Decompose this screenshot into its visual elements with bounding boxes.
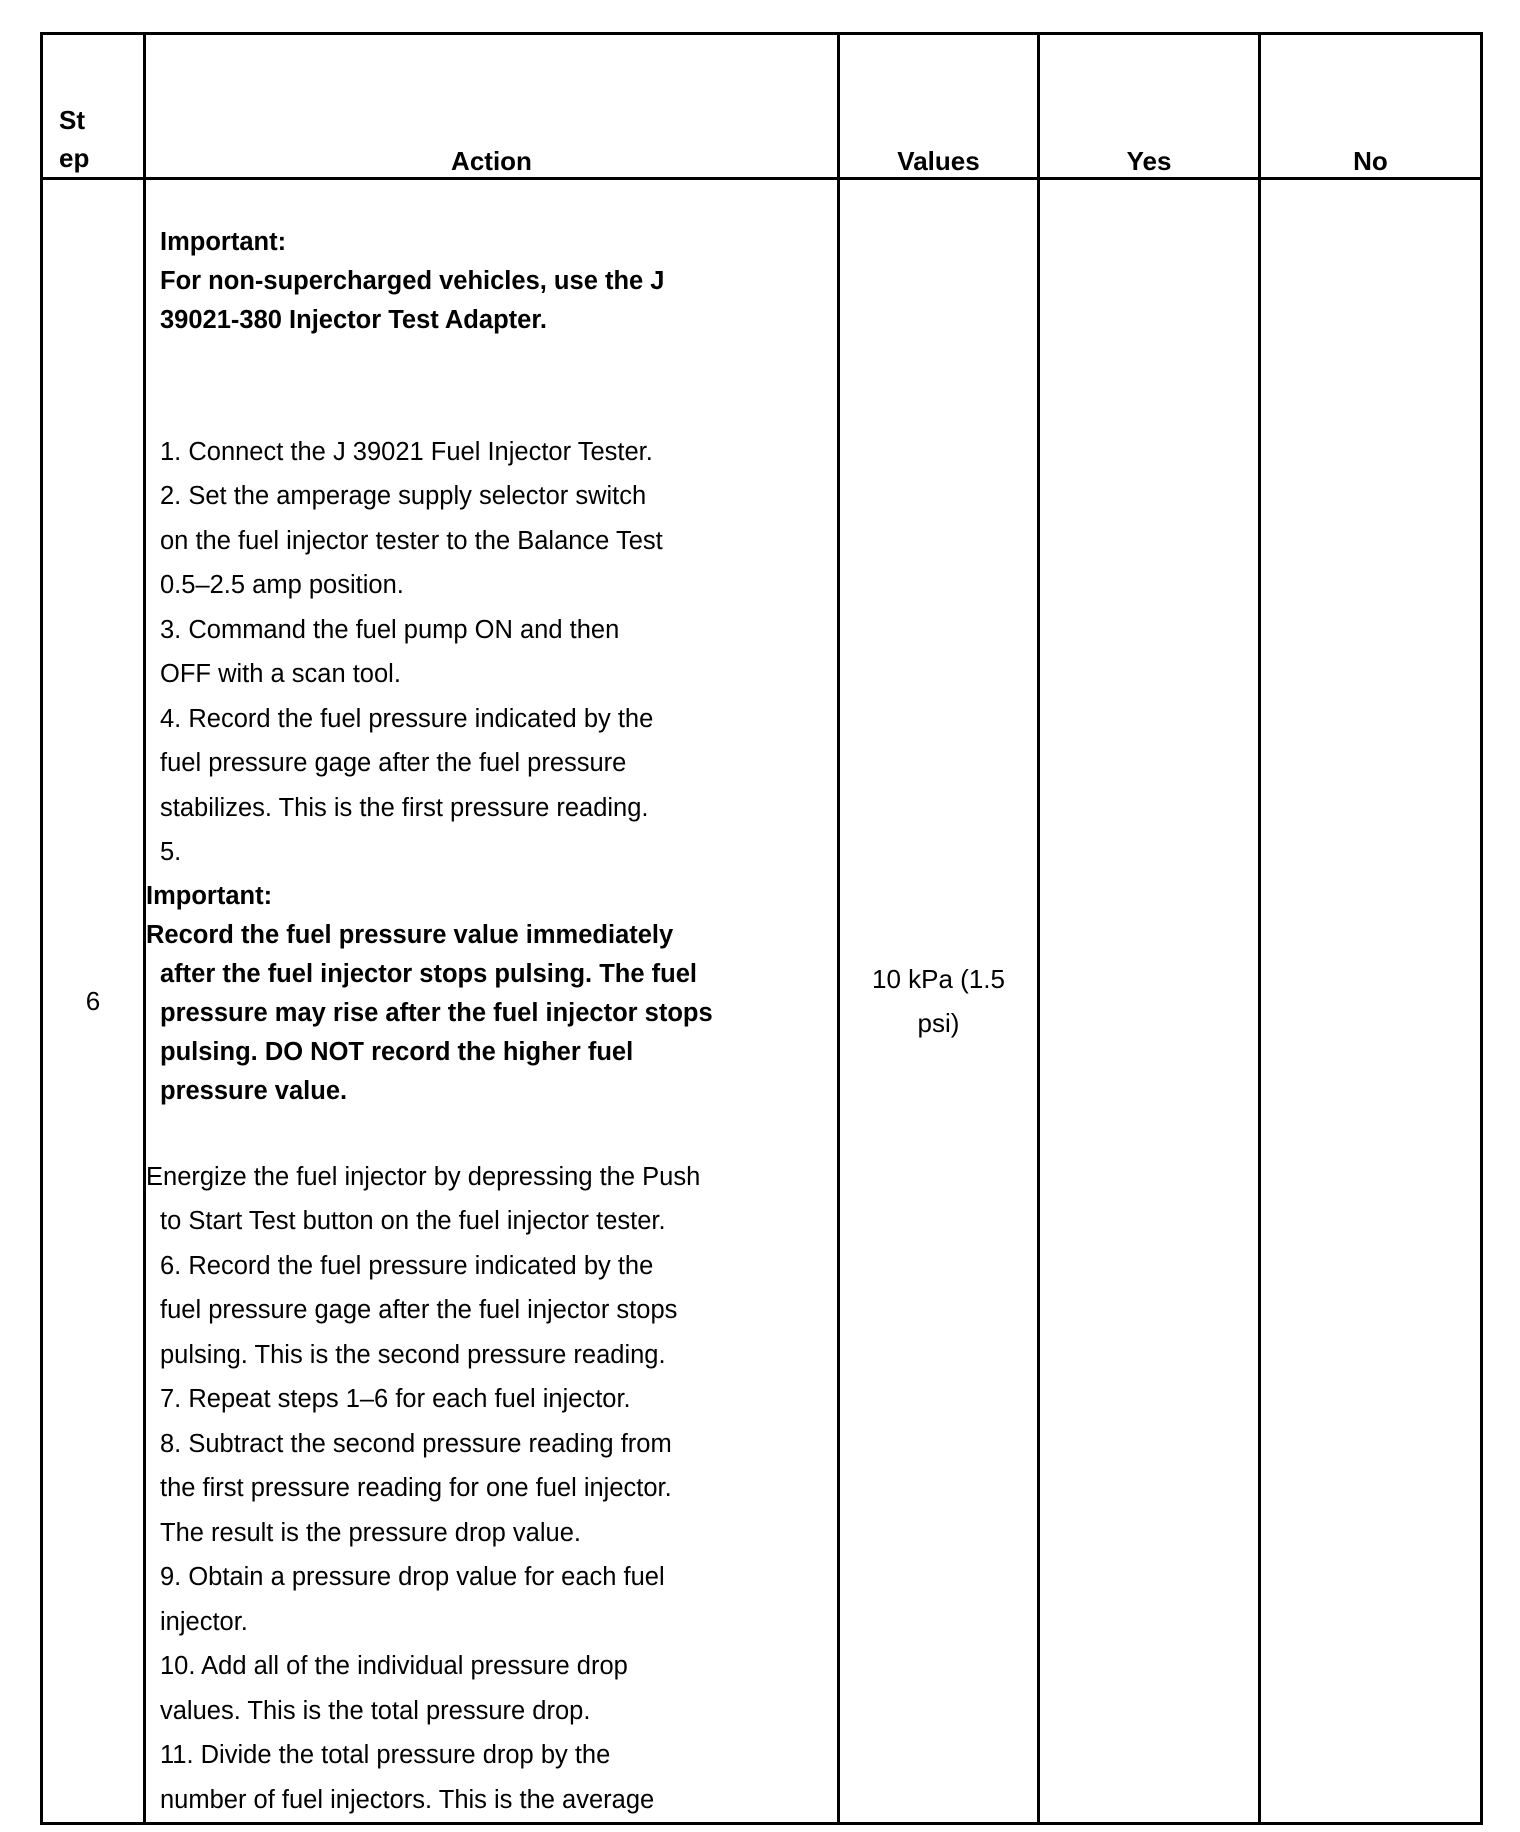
list-item: 11. Divide the total pressure drop by the bbox=[160, 1741, 611, 1769]
values-cell: 10 kPa (1.5 psi) bbox=[839, 179, 1039, 1824]
list-item: 5. bbox=[160, 838, 182, 866]
no-column-header: No bbox=[1260, 34, 1482, 179]
list-item: values. This is the total pressure drop. bbox=[160, 1696, 591, 1725]
list-item: 9. Obtain a pressure drop value for each fuel bbox=[160, 1563, 665, 1591]
list-item: fuel pressure gage after the fuel pressure bbox=[160, 749, 627, 777]
list-item: number of fuel injectors. This is the average bbox=[160, 1785, 655, 1814]
important-note-1: Important: For non-supercharged vehicles, use the J 39021-380 Injector Test Adapter. bbox=[160, 227, 665, 334]
list-item: on the fuel injector tester to the Balance Test bbox=[160, 526, 663, 555]
list-item: 3. Command the fuel pump ON and then bbox=[160, 615, 620, 644]
list-item: The result is the pressure drop value. bbox=[160, 1518, 581, 1547]
energize-instruction: Energize the fuel injector by depressing the Push to Start Test button on the fuel injector tester. bbox=[146, 1162, 701, 1235]
list-item: 8. Subtract the second pressure reading from bbox=[160, 1429, 672, 1458]
table-row bbox=[42, 179, 1482, 1824]
procedure-steps-a bbox=[160, 430, 823, 875]
yes-column-header: Yes bbox=[1039, 34, 1260, 179]
yes-cell bbox=[1039, 179, 1260, 1824]
step-column-header: St ep bbox=[42, 34, 145, 179]
diagnostic-table bbox=[40, 32, 1483, 1825]
action-column-header: Action bbox=[145, 34, 839, 179]
list-item: injector. bbox=[160, 1607, 248, 1636]
list-item: 2. Set the amperage supply selector switch bbox=[160, 482, 647, 510]
action-cell bbox=[145, 179, 839, 1824]
values-column-header: Values bbox=[839, 34, 1039, 179]
important-note-2: Important: Record the fuel pressure value immediately after the fuel injector stops pulsing. The fuel pressure may rise after the fuel injector stops pulsing. DO NOT record the higher fuel pressure value. bbox=[146, 881, 713, 1105]
list-item: OFF with a scan tool. bbox=[160, 660, 401, 688]
list-item: 7. Repeat steps 1–6 for each fuel injector. bbox=[160, 1385, 631, 1413]
list-item: 1. Connect the J 39021 Fuel Injector Tester. bbox=[160, 437, 653, 466]
list-item: fuel pressure gage after the fuel injector stops bbox=[160, 1296, 678, 1324]
step-number: 6 bbox=[42, 179, 145, 1824]
procedure-steps-b bbox=[160, 1244, 823, 1823]
no-cell bbox=[1260, 179, 1482, 1824]
list-item: 6. Record the fuel pressure indicated by the bbox=[160, 1251, 654, 1280]
list-item: 10. Add all of the individual pressure drop bbox=[160, 1652, 628, 1680]
list-item: pulsing. This is the second pressure reading. bbox=[160, 1340, 666, 1369]
list-item: stabilizes. This is the first pressure reading. bbox=[160, 793, 649, 822]
list-item: 0.5–2.5 amp position. bbox=[160, 571, 404, 599]
list-item: 4. Record the fuel pressure indicated by the bbox=[160, 704, 654, 733]
header-row bbox=[42, 34, 1482, 179]
list-item: the first pressure reading for one fuel injector. bbox=[160, 1474, 672, 1502]
